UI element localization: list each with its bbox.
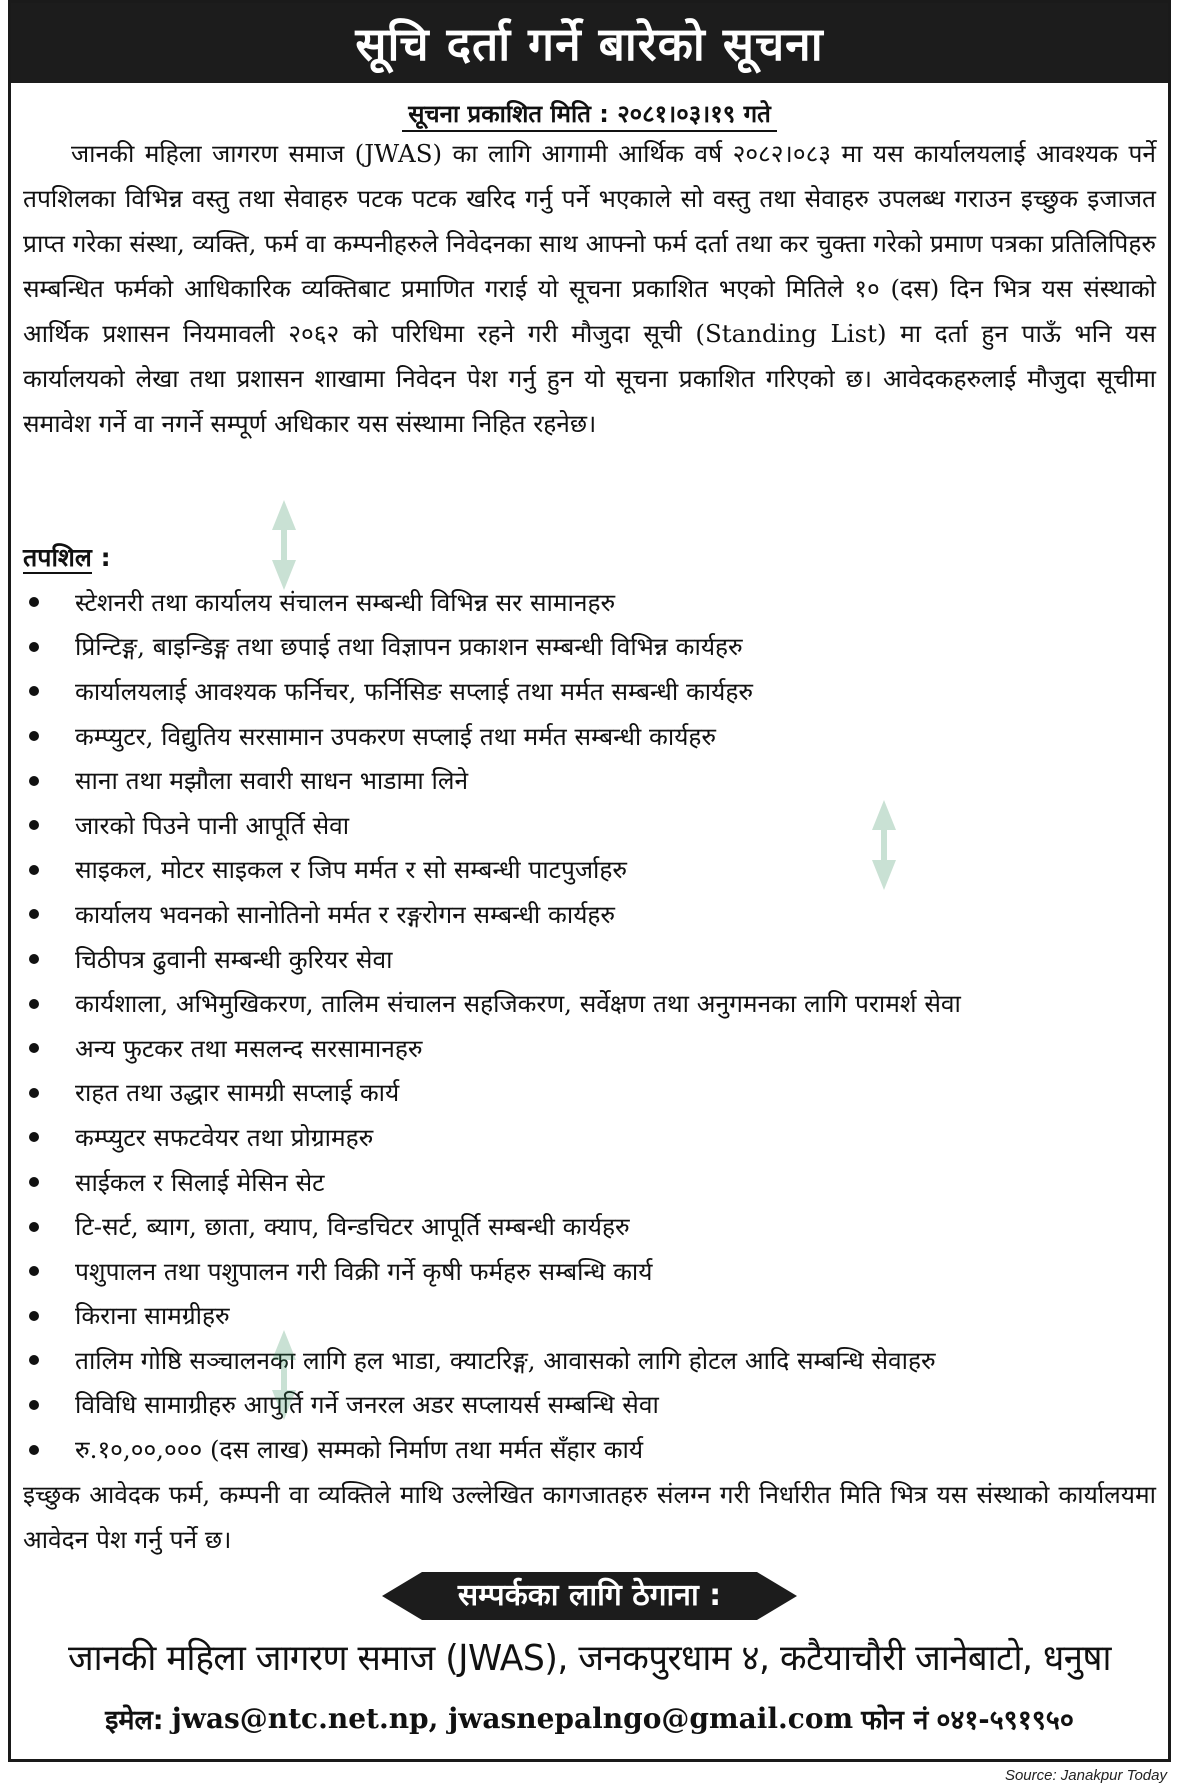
notice-body: जानकी महिला जागरण समाज (JWAS) का लागि आगामी आर्थिक वर्ष २०८२।०८३ मा यस कार्यालयलाई आवश्यक पर्ने तपशिलका विभिन्न वस्तु तथा सेवाहरु पटक पटक खरिद गर्नु पर्ने भएकाले सो वस्तु तथा सेवाहरु उपलब्ध गराउन इच्छुक इजाजत प्राप्त गरेका संस्था, व्यक्ति, फर्म वा कम्पनीहरुले निवेदनका साथ आफ्नो फर्म दर्ता तथा कर चुक्ता गरेको प्रमाण पत्रका प्रतिलिपिहरु सम्बन्धित फर्मको आधिकारिक व्यक्तिबाट प्रमाणित गराई यो सूचना प्रकाशित भएको मितिले १० (दस) दिन भित्र यस संस्थाको आर्थिक प्रशासन नियमावली २०६२ को परिधिमा रहने गरी मौजुदा सूची (Standing List) मा दर्ता हुन पाऊँ भनि यस कार्यालयको लेखा तथा प्रशासन शाखामा निवेदन पेश गर्नु हुन यो सूचना प्रकाशित गरिएको छ। आवेदकहरुलाई मौजुदा सूचीमा समावेश गर्ने वा नगर्ने सम्पूर्ण अधिकार यस संस्थामा निहित रहनेछ। — [23, 139, 1156, 438]
list-item-text: कम्प्युटर सफटवेयर तथा प्रोग्रामहरु — [75, 1122, 374, 1152]
list-item-text: पशुपालन तथा पशुपालन गरी विक्री गर्ने कृषी फर्महरु सम्बन्धि कार्य — [75, 1256, 653, 1286]
phone-label: फोन नं — [861, 1705, 929, 1737]
list-item — [23, 1115, 1156, 1160]
list-item-text: रु.१०,००,००० (दस लाख) सम्मको निर्माण तथा मर्मत सँहार कार्य — [75, 1435, 644, 1465]
list-item-text: टि-सर्ट, ब्याग, छाता, क्याप, विन्डचिटर आपूर्ति सम्बन्धी कार्यहरु — [75, 1212, 630, 1242]
bullet-icon — [29, 1043, 39, 1053]
list-item — [23, 625, 1156, 670]
list-item — [23, 937, 1156, 982]
list-item — [23, 1383, 1156, 1428]
list-item — [23, 803, 1156, 848]
list-item-text: तालिम गोष्ठि सञ्चालनका लागि हल भाडा, क्याटरिङ्ग, आवासको लागि होटल आदि सम्बन्धि सेवाहरु — [75, 1345, 936, 1375]
watermark-arrow-icon — [272, 1330, 296, 1420]
publish-date — [11, 97, 1168, 131]
org-address: जानकी महिला जागरण समाज (JWAS), जनकपुरधाम ४, कटैयाचौरी जानेबाटो, धनुषा — [68, 1637, 1111, 1679]
closing-text: इच्छुक आवेदक फर्म, कम्पनी वा व्यक्तिले माथि उल्लेखित कागजातहरु संलग्न गरी निर्धारीत मिति भित्र यस संस्थाको कार्यालयमा आवेदन पेश गर्नु पर्ने छ। — [23, 1479, 1156, 1554]
bullet-icon — [29, 1177, 39, 1187]
bullet-icon — [29, 1088, 39, 1098]
list-item — [23, 1071, 1156, 1116]
list-item — [23, 1160, 1156, 1205]
list-item-text: कम्प्युटर, विद्युतिय सरसामान उपकरण सप्लाई तथा मर्मत सम्बन्धी कार्यहरु — [75, 721, 717, 751]
bullet-icon — [29, 776, 39, 786]
list-item — [23, 669, 1156, 714]
list-item — [23, 1026, 1156, 1071]
list-item-text: चिठीपत्र ढुवानी सम्बन्धी कुरियर सेवा — [75, 944, 393, 974]
list-item-text: कार्यालयलाई आवश्यक फर्निचर, फर्निसिङ सप्लाई तथा मर्मत सम्बन्धी कार्यहरु — [75, 676, 753, 706]
bullet-icon — [29, 954, 39, 964]
list-item — [23, 892, 1156, 937]
bullet-icon — [29, 597, 39, 607]
list-item — [23, 1338, 1156, 1383]
bullet-icon — [29, 865, 39, 875]
notice-title: सूचि दर्ता गर्ने बारेको सूचना — [11, 3, 1168, 83]
list-item-text: किराना सामग्रीहरु — [75, 1301, 230, 1331]
list-item-text: प्रिन्टिङ्ग, बाइन्डिङ्ग तथा छपाई तथा विज्ञापन प्रकाशन सम्बन्धी विभिन्न कार्यहरु — [75, 632, 743, 662]
list-item-text: स्टेशनरी तथा कार्यालय संचालन सम्बन्धी विभिन्न सर सामानहरु — [75, 587, 616, 617]
list-item — [23, 580, 1156, 625]
list-item-text: साइकल, मोटर साइकल र जिप मर्मत र सो सम्बन्धी पाटपुर्जाहरु — [75, 855, 628, 885]
list-item — [23, 1427, 1156, 1472]
contact-banner-wrap — [11, 1568, 1168, 1624]
bullet-icon — [29, 686, 39, 696]
schedule-list — [11, 580, 1168, 1472]
bullet-icon — [29, 1400, 39, 1410]
list-item-text: राहत तथा उद्धार सामग्री सप्लाई कार्य — [75, 1078, 400, 1108]
contact-heading: सम्पर्कका लागि ठेगाना : — [422, 1572, 757, 1620]
list-item-text: जारको पिउने पानी आपूर्ति सेवा — [75, 810, 350, 840]
bullet-icon — [29, 1355, 39, 1365]
bullet-icon — [29, 999, 39, 1009]
list-item — [23, 848, 1156, 893]
schedule-heading-label: तपशिल — [23, 543, 92, 572]
phone-number: ०४१-५९१९५० — [936, 1705, 1074, 1737]
bullet-icon — [29, 642, 39, 652]
email-label: इमेल: — [105, 1705, 164, 1737]
bullet-icon — [29, 1132, 39, 1142]
list-item-text: साईकल र सिलाई मेसिन सेट — [75, 1167, 325, 1197]
list-item-text: अन्य फुटकर तथा मसलन्द सरसामानहरु — [75, 1033, 423, 1063]
bullet-icon — [29, 1311, 39, 1321]
list-item-text: कार्यालय भवनको सानोतिनो मर्मत र रङ्गरोगन सम्बन्धी कार्यहरु — [75, 899, 616, 929]
bullet-icon — [29, 1222, 39, 1232]
list-item — [23, 981, 1156, 1026]
schedule-heading — [11, 536, 1168, 580]
list-item — [23, 1204, 1156, 1249]
watermark-arrow-icon — [872, 800, 896, 890]
list-item — [23, 1294, 1156, 1339]
contact-line — [11, 1694, 1168, 1744]
bullet-icon — [29, 820, 39, 830]
list-item-text: विविधि सामाग्रीहरु आपुर्ति गर्ने जनरल अडर सप्लायर्स सम्बन्धि सेवा — [75, 1390, 659, 1420]
notice-frame — [8, 0, 1171, 1762]
bullet-icon — [29, 731, 39, 741]
bullet-icon — [29, 1266, 39, 1276]
list-item-text: कार्यशाला, अभिमुखिकरण, तालिम संचालन सहजिकरण, सर्वेक्षण तथा अनुगमनका लागि परामर्श सेवा — [75, 989, 961, 1019]
list-item — [23, 1249, 1156, 1294]
bullet-icon — [29, 1445, 39, 1455]
watermark-arrow-icon — [272, 500, 296, 590]
bullet-icon — [29, 909, 39, 919]
source-credit: Source: Janakpur Today — [1004, 1767, 1167, 1784]
schedule-heading-colon: : — [91, 543, 111, 572]
publish-date-text: सूचना प्रकाशित मिति : २०८१।०३।१९ गते — [402, 100, 777, 132]
list-item — [23, 714, 1156, 759]
list-item — [23, 758, 1156, 803]
email-addresses[interactable]: jwas@ntc.net.np, jwasnepalngo@gmail.com — [171, 1702, 854, 1736]
list-item-text: साना तथा मझौला सवारी साधन भाडामा लिने — [75, 766, 469, 796]
